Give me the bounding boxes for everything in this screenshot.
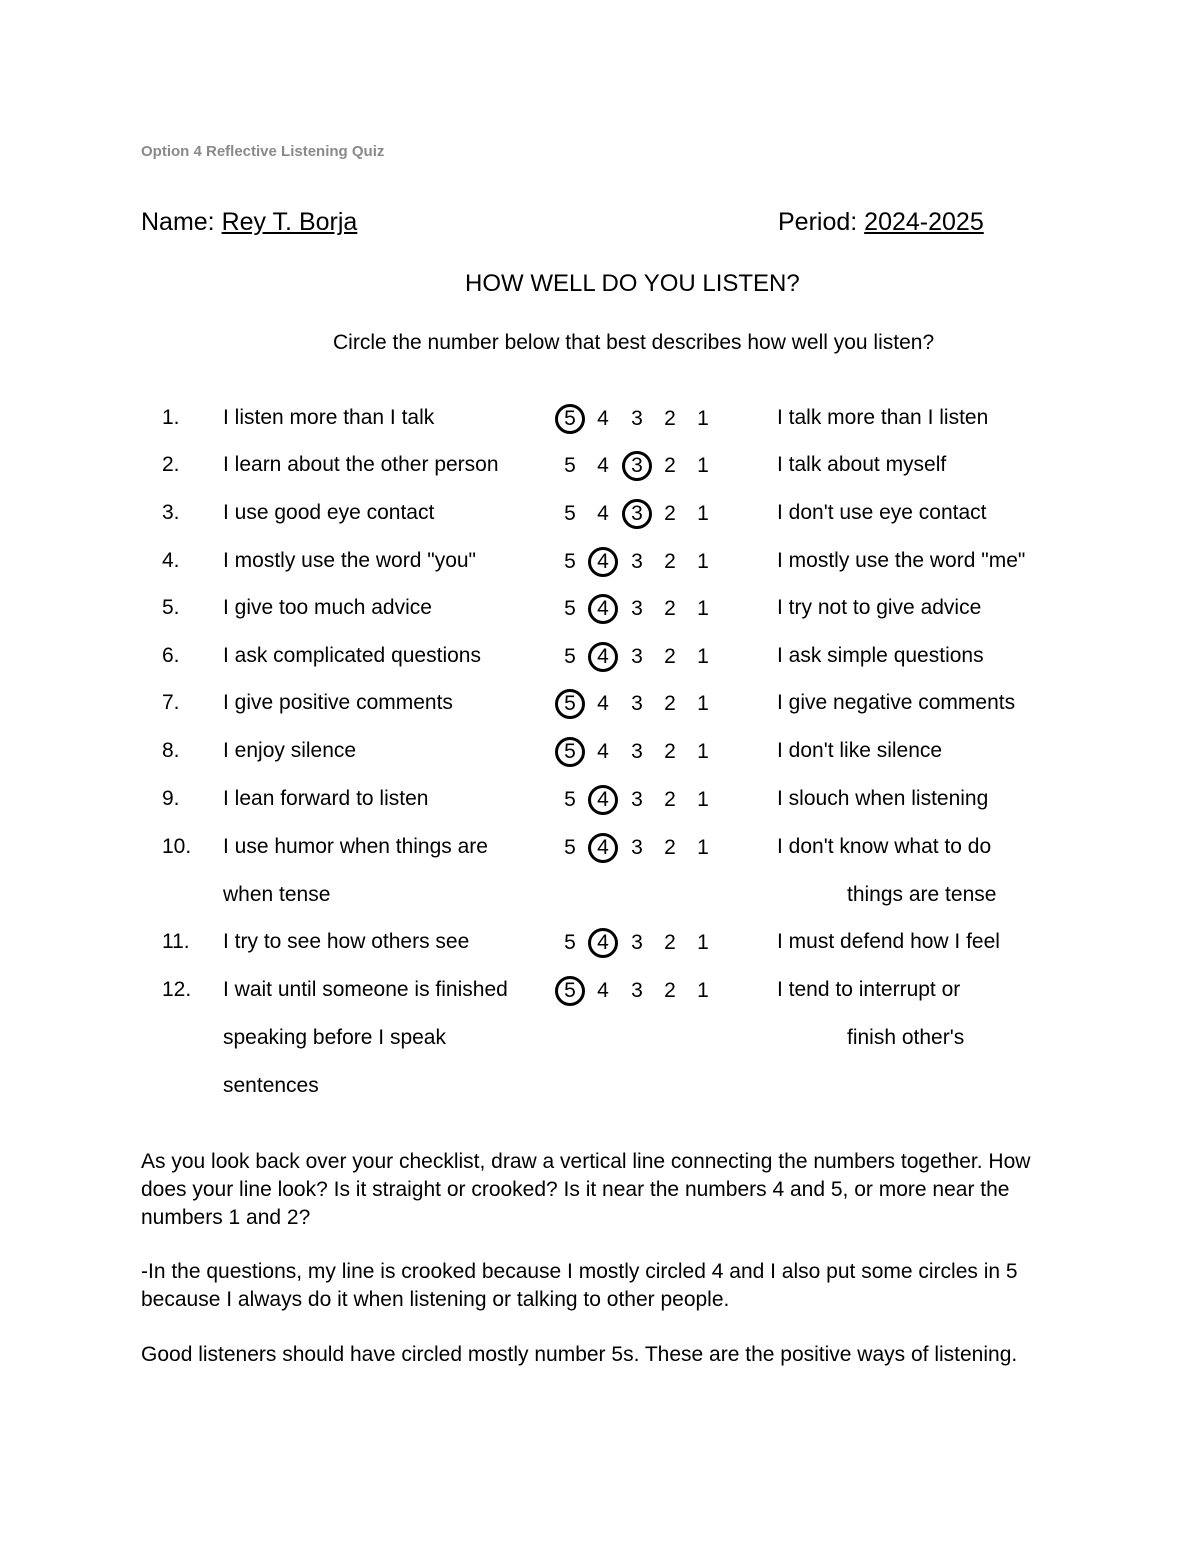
rating-option-circled[interactable]: 5: [555, 976, 585, 1006]
question-number: 2.: [162, 453, 180, 476]
rating-option[interactable]: 5: [564, 550, 576, 573]
rating-option[interactable]: 5: [564, 788, 576, 811]
rating-option-circled[interactable]: 4: [588, 833, 618, 863]
question-number: 7.: [162, 691, 180, 714]
question-number: 10.: [162, 835, 192, 858]
question-left-statement: I use humor when things are: [223, 835, 488, 858]
rating-option-circled[interactable]: 4: [588, 785, 618, 815]
question-right-statement: I mostly use the word "me": [777, 549, 1026, 572]
rating-option[interactable]: 1: [697, 597, 709, 620]
name-label: Name:: [141, 208, 215, 236]
question-left-statement: I listen more than I talk: [223, 406, 435, 429]
question-right-statement: I don't know what to do: [777, 835, 992, 858]
period-value: 2024-2025: [864, 208, 984, 236]
rating-option-circled[interactable]: 3: [622, 451, 652, 481]
rating-option[interactable]: 4: [597, 454, 609, 477]
rating-option[interactable]: 3: [631, 931, 643, 954]
question-right-statement: I ask simple questions: [777, 644, 984, 667]
rating-option[interactable]: 2: [664, 931, 676, 954]
question-left-statement: I lean forward to listen: [223, 787, 429, 810]
rating-option[interactable]: 4: [597, 692, 609, 715]
question-left-continuation: sentences: [223, 1074, 319, 1097]
question-left-statement: I give too much advice: [223, 596, 432, 619]
rating-option[interactable]: 2: [664, 979, 676, 1002]
rating-option[interactable]: 5: [564, 597, 576, 620]
rating-option[interactable]: 4: [597, 979, 609, 1002]
rating-option[interactable]: 3: [631, 645, 643, 668]
rating-option[interactable]: 2: [664, 740, 676, 763]
rating-option[interactable]: 3: [631, 597, 643, 620]
rating-option-circled[interactable]: 4: [588, 928, 618, 958]
question-right-statement: I tend to interrupt or: [777, 978, 961, 1001]
rating-option[interactable]: 1: [697, 836, 709, 859]
question-number: 6.: [162, 644, 180, 667]
reflection-paragraph: Good listeners should have circled mostly number 5s. These are the positive ways of listening.: [141, 1343, 1018, 1366]
rating-option[interactable]: 5: [564, 645, 576, 668]
rating-option-circled[interactable]: 5: [555, 404, 585, 434]
reflection-paragraph: -In the questions, my line is crooked because I mostly circled 4 and I also put some circles in 5 because I always do it when listening or talking to other people.: [141, 1260, 1018, 1311]
rating-option[interactable]: 2: [664, 502, 676, 525]
name-value: Rey T. Borja: [221, 208, 358, 236]
rating-option[interactable]: 1: [697, 979, 709, 1002]
question-right-statement: I talk about myself: [777, 453, 947, 476]
question-right-statement: I give negative comments: [777, 691, 1016, 714]
rating-option[interactable]: 2: [664, 836, 676, 859]
rating-option[interactable]: 3: [631, 550, 643, 573]
question-right-statement: I must defend how I feel: [777, 930, 1000, 953]
question-number: 5.: [162, 596, 180, 619]
question-left-continuation: when tense: [223, 883, 331, 906]
question-right-statement: I talk more than I listen: [777, 406, 989, 429]
question-number: 9.: [162, 787, 180, 810]
question-left-statement: I give positive comments: [223, 691, 453, 714]
rating-option[interactable]: 2: [664, 454, 676, 477]
question-left-statement: I mostly use the word "you": [223, 549, 477, 572]
question-right-statement: I don't use eye contact: [777, 501, 987, 524]
rating-option[interactable]: 1: [697, 550, 709, 573]
question-right-continuation: finish other's: [847, 1026, 965, 1049]
reflection-paragraph: As you look back over your checklist, draw a vertical line connecting the numbers together. How does your line look? Is it straight or crooked? Is it near the numbers 4 and 5, or more near the numbers 1 and 2?: [141, 1150, 1031, 1229]
rating-option[interactable]: 1: [697, 931, 709, 954]
rating-option[interactable]: 2: [664, 597, 676, 620]
question-number: 8.: [162, 739, 180, 762]
question-number: 12.: [162, 978, 192, 1001]
question-left-continuation: speaking before I speak: [223, 1026, 446, 1049]
question-left-statement: I try to see how others see: [223, 930, 470, 953]
question-left-statement: I enjoy silence: [223, 739, 357, 762]
rating-option[interactable]: 2: [664, 692, 676, 715]
question-number: 4.: [162, 549, 180, 572]
rating-option[interactable]: 1: [697, 454, 709, 477]
rating-option-circled[interactable]: 3: [622, 499, 652, 529]
rating-option[interactable]: 1: [697, 502, 709, 525]
rating-option[interactable]: 1: [697, 645, 709, 668]
question-right-continuation: things are tense: [847, 883, 997, 906]
rating-option[interactable]: 2: [664, 550, 676, 573]
question-left-statement: I use good eye contact: [223, 501, 435, 524]
rating-option-circled[interactable]: 5: [555, 689, 585, 719]
page-title: HOW WELL DO YOU LISTEN?: [465, 270, 800, 297]
question-number: 3.: [162, 501, 180, 524]
rating-option[interactable]: 3: [631, 740, 643, 763]
question-left-statement: I ask complicated questions: [223, 644, 481, 667]
rating-option[interactable]: 4: [597, 502, 609, 525]
question-right-statement: I try not to give advice: [777, 596, 982, 619]
rating-option[interactable]: 5: [564, 502, 576, 525]
rating-option[interactable]: 5: [564, 836, 576, 859]
name-line: [141, 208, 357, 237]
instruction-text: Circle the number below that best describes how well you listen?: [333, 331, 935, 354]
period-label: Period:: [778, 208, 858, 236]
rating-option[interactable]: 2: [664, 788, 676, 811]
question-number: 1.: [162, 406, 180, 429]
rating-option[interactable]: 1: [697, 407, 709, 430]
question-number: 11.: [162, 930, 190, 953]
rating-option[interactable]: 1: [697, 740, 709, 763]
rating-option-circled[interactable]: 4: [588, 642, 618, 672]
rating-option[interactable]: 3: [631, 788, 643, 811]
question-right-statement: I don't like silence: [777, 739, 943, 762]
rating-option[interactable]: 3: [631, 979, 643, 1002]
rating-option[interactable]: 1: [697, 692, 709, 715]
rating-option-circled[interactable]: 5: [555, 737, 585, 767]
rating-option[interactable]: 1: [697, 788, 709, 811]
rating-option[interactable]: 2: [664, 645, 676, 668]
rating-option[interactable]: 5: [564, 931, 576, 954]
rating-option[interactable]: 4: [597, 740, 609, 763]
question-right-statement: I slouch when listening: [777, 787, 989, 810]
rating-option-circled[interactable]: 4: [588, 594, 618, 624]
document-header: Option 4 Reflective Listening Quiz: [141, 143, 385, 160]
period-line: [778, 208, 984, 237]
rating-option[interactable]: 3: [631, 407, 643, 430]
question-left-statement: I wait until someone is finished: [223, 978, 508, 1001]
rating-option[interactable]: 3: [631, 692, 643, 715]
rating-option[interactable]: 3: [631, 836, 643, 859]
question-left-statement: I learn about the other person: [223, 453, 499, 476]
rating-option[interactable]: 4: [597, 407, 609, 430]
rating-option[interactable]: 5: [564, 454, 576, 477]
rating-option[interactable]: 2: [664, 407, 676, 430]
rating-option-circled[interactable]: 4: [588, 547, 618, 577]
